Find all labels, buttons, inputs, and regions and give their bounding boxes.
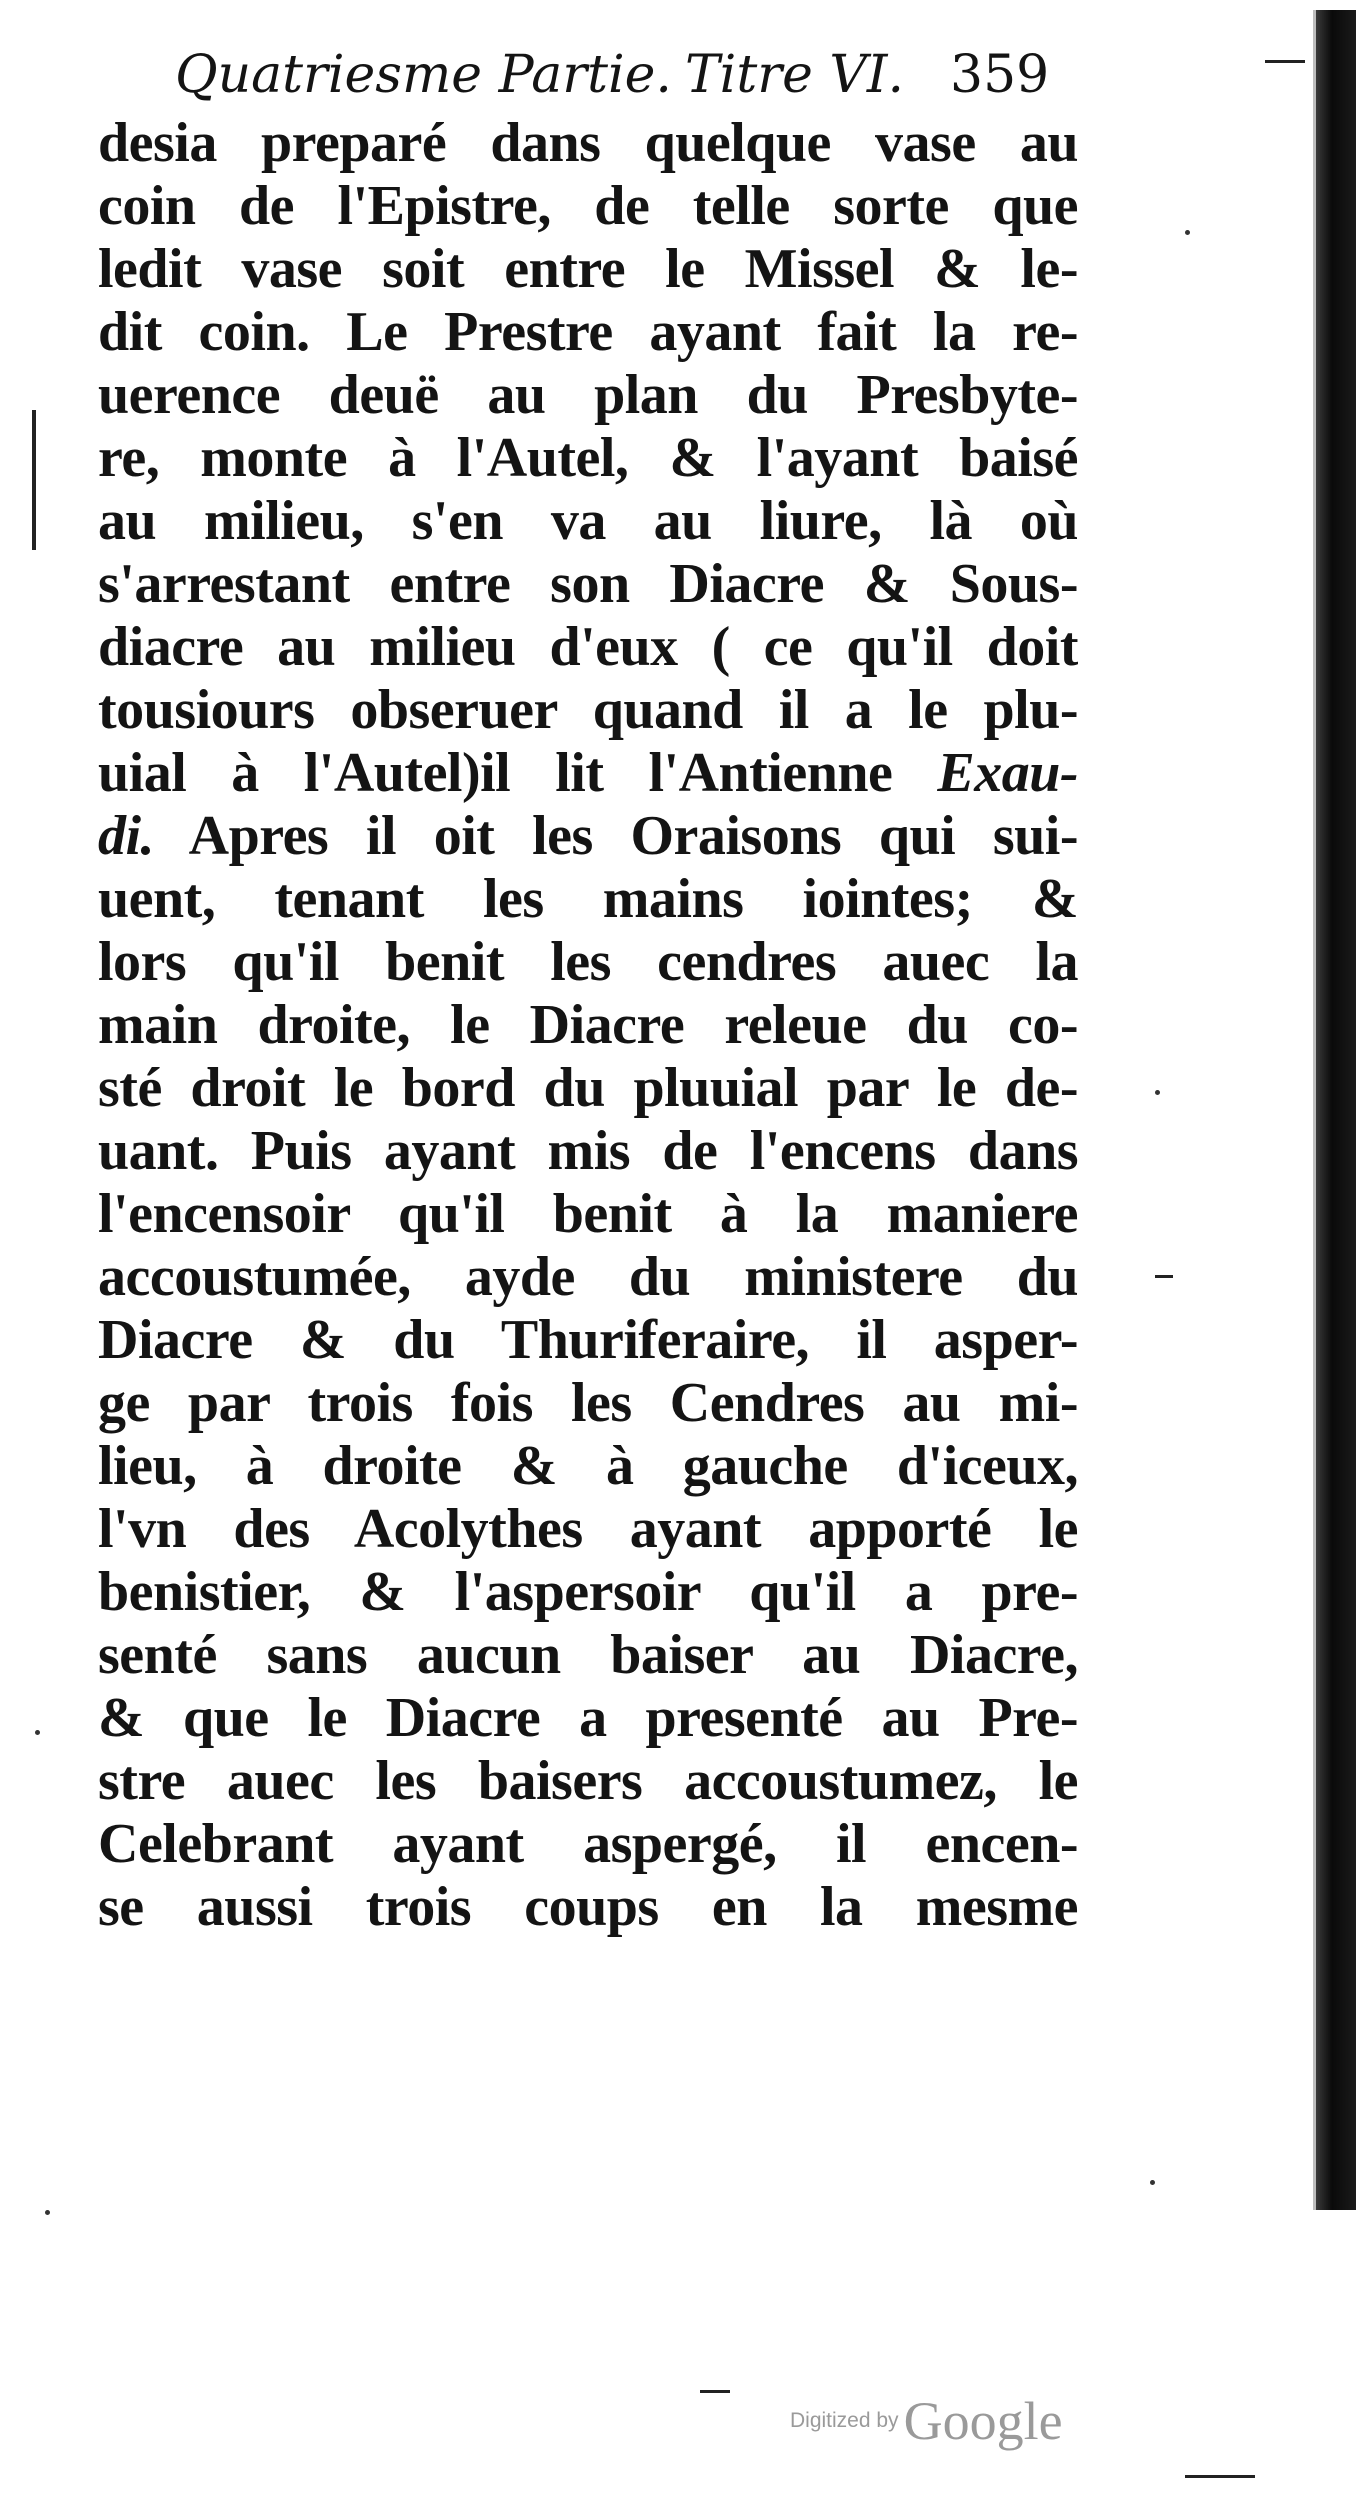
ink-speck [45, 2210, 50, 2215]
ink-speck [1155, 1090, 1160, 1095]
digitization-watermark [790, 2390, 1090, 2460]
text-line: diacre au milieu d'eux ( ce qu'il doit [98, 616, 1078, 678]
text-line: lieu, à droite & à gauche d'iceux, [98, 1435, 1078, 1497]
text-line: desia preparé dans quelque vase au [98, 112, 1078, 174]
text-line: senté sans aucun baiser au Diacre, [98, 1624, 1078, 1686]
page-binding-shadow [1316, 10, 1356, 2210]
text-line: Celebrant ayant aspergé, il encen- [98, 1813, 1078, 1875]
text-line: & que le Diacre a presenté au Pre- [98, 1687, 1078, 1749]
text-line: re, monte à l'Autel, & l'ayant baisé [98, 427, 1078, 489]
ink-dash [1185, 2475, 1255, 2478]
text-line: accoustumée, ayde du ministere du [98, 1246, 1078, 1308]
text-line: se aussi trois coups en la mesme [98, 1876, 1078, 1938]
text-line: tousiours obseruer quand il a le plu- [98, 679, 1078, 741]
text-line-roman: uial à l'Autel)il lit l'Antienne Exau- [98, 742, 1078, 804]
google-wordmark: Google [903, 2391, 1063, 2451]
ink-speck [1150, 2180, 1155, 2185]
running-header [175, 30, 1085, 120]
text-line: coin de l'Epistre, de telle sorte que [98, 175, 1078, 237]
text-line-with-italic [98, 805, 1078, 868]
text-line: sté droit le bord du pluuial par le de- [98, 1057, 1078, 1119]
text-line: ge par trois fois les Cendres au mi- [98, 1372, 1078, 1434]
text-line: lors qu'il benit les cendres auec la [98, 931, 1078, 993]
header-part: Quatriesme Partie. [175, 45, 672, 105]
left-margin-mark [32, 410, 36, 550]
text-line-with-italic [98, 742, 1078, 805]
body-text [98, 112, 1078, 1939]
ink-speck [1185, 230, 1190, 235]
text-line: uent, tenant les mains iointes; & [98, 868, 1078, 930]
text-line: au milieu, s'en va au liure, là où [98, 490, 1078, 552]
text-line: main droite, le Diacre releue du co- [98, 994, 1078, 1056]
header-title: Titre VI. [685, 45, 904, 105]
text-line: dit coin. Le Prestre ayant fait la re- [98, 301, 1078, 363]
italic-word: di. [98, 805, 155, 867]
digitized-by-label: Digitized by [790, 2409, 899, 2432]
text-line: Diacre & du Thuriferaire, il asper- [98, 1309, 1078, 1371]
italic-word: Exau- [937, 742, 1078, 804]
text-line: benistier, & l'aspersoir qu'il a pre- [98, 1561, 1078, 1623]
text-line: l'encensoir qu'il benit à la maniere [98, 1183, 1078, 1245]
page-number: 359 [950, 45, 1050, 105]
text-line-roman: di. Apres il oit les Oraisons qui sui- [98, 805, 1078, 867]
ink-dash [1155, 1275, 1173, 1278]
ink-dash [700, 2390, 730, 2393]
text-line: uerence deuë au plan du Presbyte- [98, 364, 1078, 426]
text-line: ledit vase soit entre le Missel & le- [98, 238, 1078, 300]
page-edge [1313, 10, 1316, 2210]
ink-dash [1265, 60, 1305, 63]
text-line: s'arrestant entre son Diacre & Sous- [98, 553, 1078, 615]
text-line: uant. Puis ayant mis de l'encens dans [98, 1120, 1078, 1182]
ink-speck [35, 1730, 40, 1735]
text-line: stre auec les baisers accoustumez, le [98, 1750, 1078, 1812]
text-line: l'vn des Acolythes ayant apporté le [98, 1498, 1078, 1560]
